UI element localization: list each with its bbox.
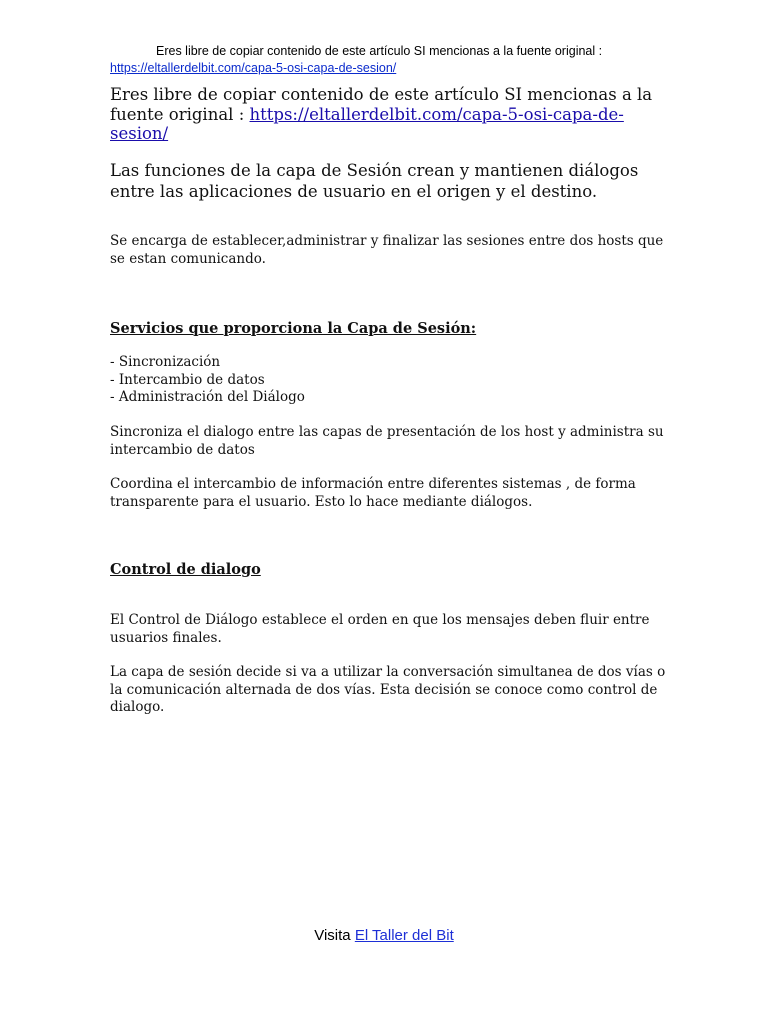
- intro-source-link[interactable]: https://eltallerdelbit.com/capa-5-osi-capa-de-sesion/: [110, 104, 624, 143]
- lead-paragraph: Las funciones de la capa de Sesión crean y mantienen diálogos entre las aplicaciones de usuario en el origen y el destino.: [110, 161, 639, 201]
- header-link-line: [110, 59, 670, 77]
- header-notice: Eres libre de copiar contenido de este artículo SI mencionas a la fuente original :: [156, 44, 603, 58]
- footer: [0, 926, 768, 946]
- paragraph-sessions: Se encarga de establecer,administrar y finalizar las sesiones entre dos hosts que se estan comunicando.: [110, 233, 664, 267]
- list-item: - Administración del Diálogo: [110, 389, 305, 405]
- control-heading: Control de dialogo: [110, 561, 261, 578]
- services-heading: Servicios que proporciona la Capa de Sesión:: [110, 320, 477, 337]
- paragraph-coordination: Coordina el intercambio de información entre diferentes sistemas , de forma transparente para el usuario. Esto lo hace mediante diálogos.: [110, 476, 636, 510]
- intro-notice: [110, 85, 670, 144]
- intro-notice-text: Eres libre de copiar contenido de este artículo SI mencionas a la fuente original :: [110, 85, 653, 124]
- footer-site-link[interactable]: El Taller del Bit: [354, 927, 454, 944]
- footer-prefix: Visita: [314, 927, 355, 944]
- services-list: [110, 354, 670, 407]
- paragraph-sync: Sincroniza el dialogo entre las capas de presentación de los host y administra su intercambio de datos: [110, 424, 664, 458]
- list-item: - Intercambio de datos: [110, 371, 265, 388]
- header-source-link[interactable]: https://eltallerdelbit.com/capa-5-osi-capa-de-sesion/: [110, 61, 397, 75]
- list-item: - Sincronización: [110, 354, 221, 370]
- paragraph-session-decision: La capa de sesión decide si va a utilizar la conversación simultanea de dos vías o la comunicación alternada de dos vías. Esta decisión se conoce como control de dialogo.: [110, 664, 666, 715]
- paragraph-dialog-control: El Control de Diálogo establece el orden en que los mensajes deben fluir entre usuarios finales.: [110, 612, 650, 646]
